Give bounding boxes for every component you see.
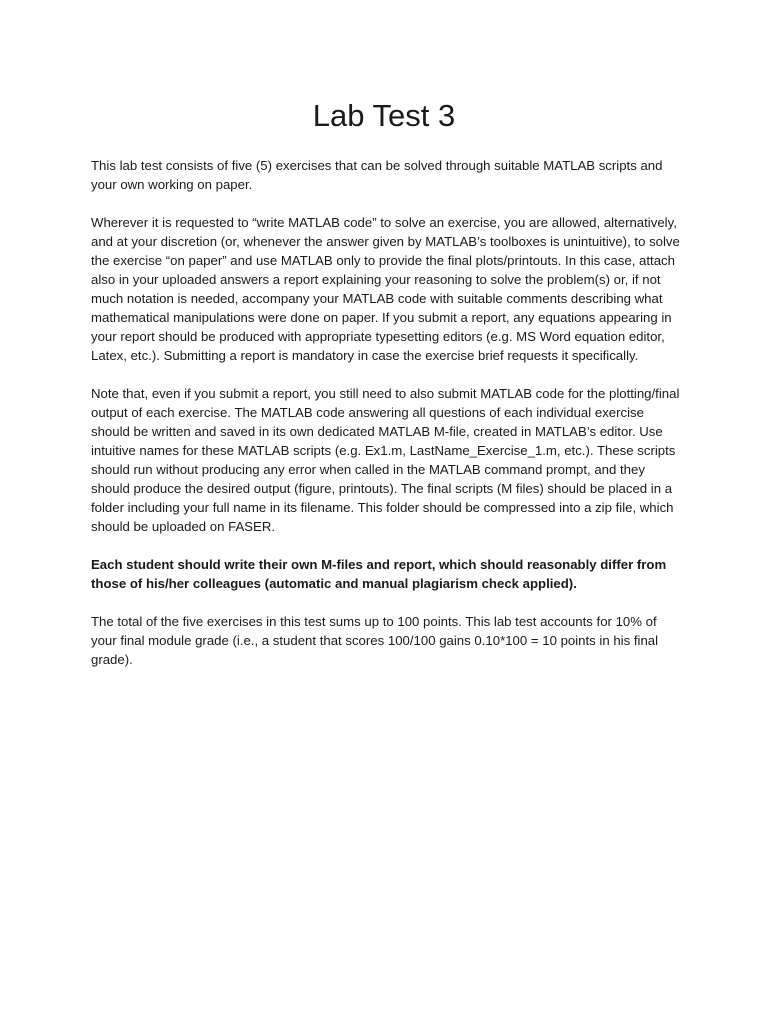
paragraph-grading: The total of the five exercises in this test sums up to 100 points. This lab test accounts for 10% of your final module grade (i.e., a student that scores 100/100 gains 0.10*100 = 10 points in his final grade). xyxy=(91,614,659,667)
paragraph-submission-rules: Note that, even if you submit a report, you still need to also submit MATLAB code for the plotting/final output of each exercise. The MATLAB code answering all questions of each individual exercise should be written and saved in its own dedicated MATLAB M-file, created in MATLAB’s editor. Use intuitive names for these MATLAB scripts (e.g. Ex1.m, LastName_Exercise_1.m, etc.). These scripts should run without producing any error when called in the MATLAB command prompt, and they should produce the desired output (figure, printouts). The final scripts (M files) should be placed in a folder including your full name in its filename. This folder should be compressed into a zip file, which should be uploaded on FASER. xyxy=(91,386,680,534)
paragraph-plagiarism-notice: Each student should write their own M-files and report, which should reasonably differ from those of his/her colleagues (automatic and manual plagiarism check applied). xyxy=(91,557,667,591)
paragraph-matlab-code-rules: Wherever it is requested to “write MATLAB code” to solve an exercise, you are allowed, alternatively, and at your discretion (or, whenever the answer given by MATLAB’s toolboxes is unintuitive), to solve the exercise “on paper” and use MATLAB only to provide the final plots/printouts. In this case, attach also in your uploaded answers a report explaining your reasoning to solve the problem(s) or, if not much notation is needed, accompany your MATLAB code with suitable comments describing what mathematical manipulations were done on paper. If you submit a report, any equations appearing in your report should be produced with appropriate typesetting editors (e.g. MS Word equation editor, Latex, etc.). Submitting a report is mandatory in case the exercise brief requests it specifically. xyxy=(91,215,680,363)
paragraph-intro: This lab test consists of five (5) exercises that can be solved through suitable MATLAB scripts and your own working on paper. xyxy=(91,158,663,192)
page-title: Lab Test 3 xyxy=(312,98,456,133)
document-body xyxy=(91,156,681,688)
